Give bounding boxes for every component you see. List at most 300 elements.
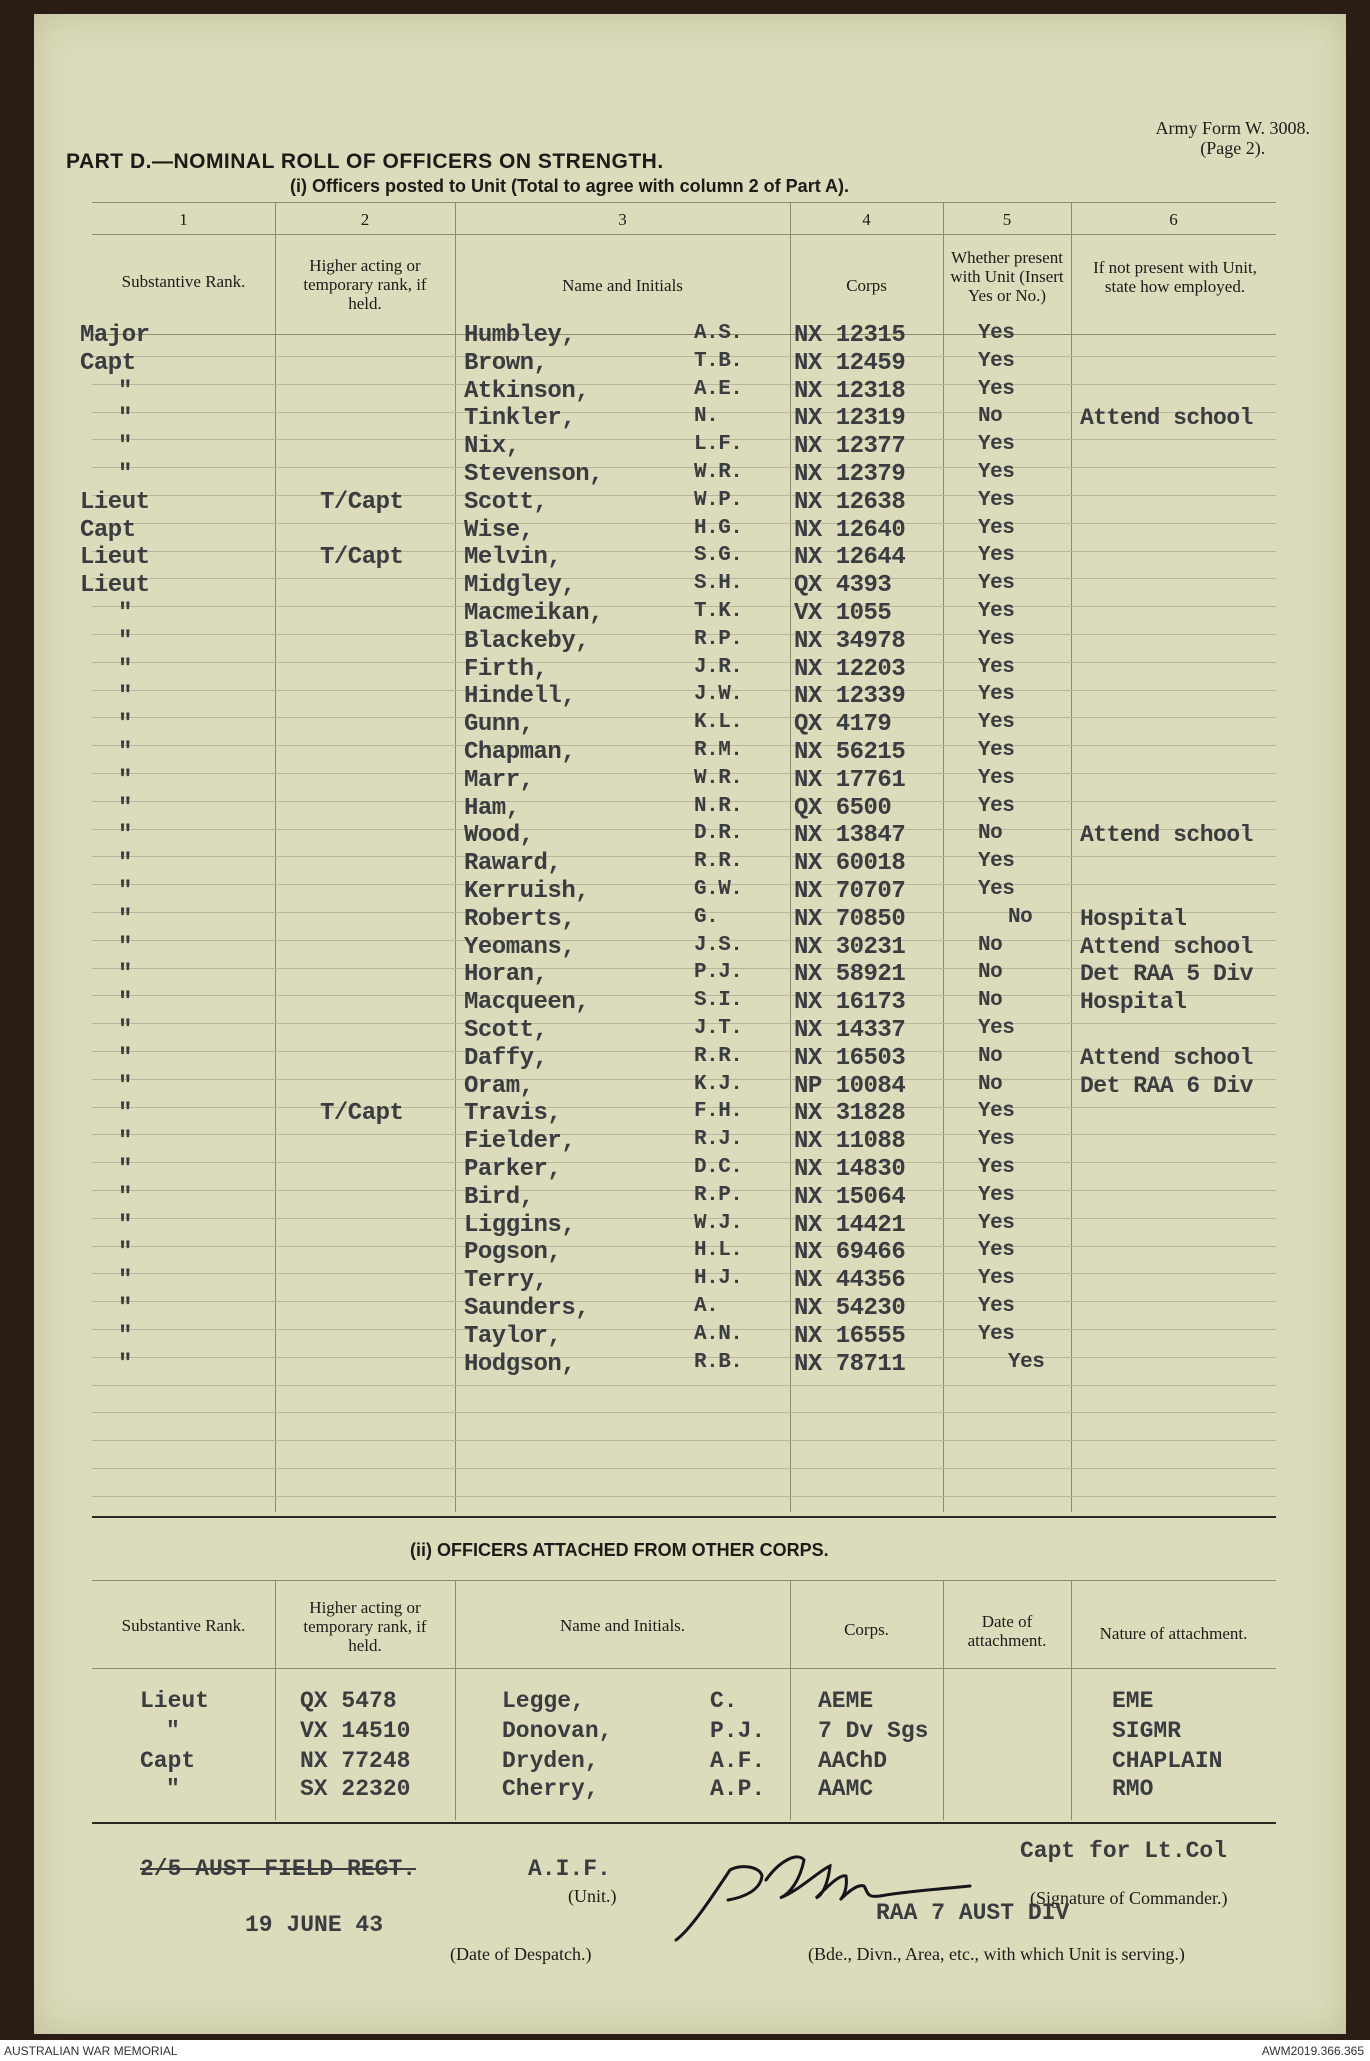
service-number-cell: QX 5478 bbox=[300, 1688, 397, 1714]
rank-cell: " bbox=[118, 1128, 132, 1156]
corps-number-cell: NX 17761 bbox=[794, 766, 906, 794]
rank-cell: " bbox=[118, 905, 132, 933]
initials-cell: F.H. bbox=[694, 1100, 743, 1124]
rank-cell: Lieut bbox=[80, 488, 150, 516]
ruled-line bbox=[92, 745, 1276, 746]
date-label: (Date of Despatch.) bbox=[450, 1944, 592, 1964]
corps-number-cell: NX 11088 bbox=[794, 1128, 906, 1156]
officer-name-cell: Yeomans, bbox=[464, 933, 576, 961]
present-cell: No bbox=[978, 961, 1003, 985]
corps-number-cell: QX 4393 bbox=[794, 572, 892, 600]
corps-number-cell: NX 16555 bbox=[794, 1322, 906, 1350]
present-cell: Yes bbox=[978, 1100, 1015, 1124]
initials-cell: A.P. bbox=[710, 1776, 766, 1802]
form-id-text: Army Form W. 3008. bbox=[1155, 118, 1310, 138]
corps-number-cell: NX 12339 bbox=[794, 683, 906, 711]
officer-name-cell: Ham, bbox=[464, 794, 520, 822]
initials-cell: R.P. bbox=[694, 1183, 743, 1207]
corps-number-cell: NX 14337 bbox=[794, 1017, 906, 1044]
rank-cell: " bbox=[118, 1183, 132, 1211]
initials-cell: S.G. bbox=[694, 544, 743, 568]
attachment-nature-cell: RMO bbox=[1112, 1776, 1154, 1802]
corps-number-cell: NX 14421 bbox=[794, 1211, 906, 1239]
officer-name-cell: Hodgson, bbox=[464, 1350, 576, 1378]
column-number-1: 1 bbox=[179, 210, 188, 229]
archive-name: AUSTRALIAN WAR MEMORIAL bbox=[4, 2044, 178, 2058]
rank-cell: Major bbox=[80, 322, 150, 349]
rank-cell: " bbox=[118, 933, 132, 961]
corps-number-cell: NX 12315 bbox=[794, 322, 906, 349]
s2-header-nature: Nature of attachment. bbox=[1099, 1624, 1248, 1643]
officer-name-cell: Melvin, bbox=[464, 544, 562, 572]
rank-cell: " bbox=[166, 1718, 180, 1744]
officer-name-cell: Travis, bbox=[464, 1100, 562, 1128]
officer-name-cell: Tinkler, bbox=[464, 405, 576, 433]
present-cell: Yes bbox=[978, 488, 1015, 512]
initials-cell: N.R. bbox=[694, 794, 743, 818]
rank-cell: Capt bbox=[80, 516, 136, 544]
officer-name-cell: Wood, bbox=[464, 822, 534, 850]
ruled-line bbox=[92, 1218, 1276, 1219]
initials-cell: W.J. bbox=[694, 1211, 743, 1235]
initials-cell: T.B. bbox=[694, 349, 743, 373]
officer-name-cell: Saunders, bbox=[464, 1295, 590, 1322]
corps-number-cell: NX 54230 bbox=[794, 1295, 906, 1322]
corps-number-cell: NX 12377 bbox=[794, 433, 906, 461]
corps-cell: AAChD bbox=[818, 1748, 888, 1774]
s2-header-higher-rank: Higher acting or temporary rank, if held. bbox=[303, 1598, 427, 1655]
officer-name-cell: Pogson, bbox=[464, 1239, 562, 1267]
ruled-line bbox=[92, 1385, 1276, 1386]
initials-cell: K.J. bbox=[694, 1072, 743, 1096]
rank-cell: " bbox=[118, 739, 132, 766]
corps-number-cell: NX 70707 bbox=[794, 878, 906, 905]
corps-number-cell: NX 16503 bbox=[794, 1044, 906, 1072]
present-cell: Yes bbox=[978, 683, 1015, 707]
header-name-initials: Name and Initials bbox=[562, 276, 683, 295]
present-cell: Yes bbox=[978, 1211, 1015, 1235]
ruled-line bbox=[92, 1246, 1276, 1247]
present-cell: No bbox=[978, 405, 1003, 429]
ruled-line bbox=[92, 1023, 1276, 1024]
initials-cell: G. bbox=[694, 905, 719, 929]
present-cell: Yes bbox=[1008, 1350, 1045, 1374]
initials-cell: A. bbox=[694, 1295, 719, 1318]
rank-cell: " bbox=[118, 1322, 132, 1350]
s2-col-divider-5 bbox=[1071, 1580, 1072, 1820]
present-cell: No bbox=[978, 933, 1003, 957]
corps-number-cell: NX 16173 bbox=[794, 989, 906, 1017]
corps-number-cell: NX 69466 bbox=[794, 1239, 906, 1267]
officer-name-cell: Brown, bbox=[464, 349, 548, 377]
officer-name-cell: Cherry, bbox=[502, 1776, 599, 1802]
officer-name-cell: Stevenson, bbox=[464, 461, 604, 488]
initials-cell: P.J. bbox=[710, 1718, 766, 1744]
ruled-line bbox=[92, 551, 1276, 552]
officer-name-cell: Macmeikan, bbox=[464, 600, 604, 627]
officer-name-cell: Humbley, bbox=[464, 322, 576, 349]
higher-rank-cell: T/Capt bbox=[320, 1100, 404, 1128]
present-cell: Yes bbox=[978, 516, 1015, 540]
officer-name-cell: Parker, bbox=[464, 1156, 562, 1183]
initials-cell: A.S. bbox=[694, 322, 743, 345]
service-number-cell: SX 22320 bbox=[300, 1776, 411, 1802]
present-cell: No bbox=[978, 1072, 1003, 1096]
s2-header-date-attachment: Date of attachment. bbox=[967, 1612, 1047, 1650]
present-cell: Yes bbox=[978, 349, 1015, 373]
initials-cell: A.N. bbox=[694, 1322, 743, 1346]
ruled-line bbox=[92, 634, 1276, 635]
corps-number-cell: QX 6500 bbox=[794, 794, 892, 822]
officer-name-cell: Raward, bbox=[464, 850, 562, 878]
present-cell: Yes bbox=[978, 739, 1015, 762]
officer-name-cell: Legge, bbox=[502, 1688, 585, 1714]
initials-cell: R.P. bbox=[694, 627, 743, 651]
initials-cell: H.L. bbox=[694, 1239, 743, 1263]
rank-cell: " bbox=[118, 794, 132, 822]
s2-col-divider-3 bbox=[790, 1580, 791, 1820]
section2-top-rule bbox=[92, 1580, 1276, 1581]
header-substantive-rank: Substantive Rank. bbox=[121, 272, 246, 291]
present-cell: Yes bbox=[978, 377, 1015, 401]
unit-typed: 2/5 AUST FIELD REGT. bbox=[140, 1856, 417, 1882]
ruled-line bbox=[92, 495, 1276, 496]
corps-number-cell: NX 12319 bbox=[794, 405, 906, 433]
ruled-line bbox=[92, 1273, 1276, 1274]
ruled-line bbox=[92, 578, 1276, 579]
rank-cell: " bbox=[118, 711, 132, 739]
corps-number-cell: NX 44356 bbox=[794, 1267, 906, 1295]
rank-cell: " bbox=[118, 766, 132, 794]
s2-header-name-initials: Name and Initials. bbox=[559, 1616, 686, 1635]
ruled-line bbox=[92, 439, 1276, 440]
column-number-3: 3 bbox=[618, 210, 627, 229]
initials-cell: J.R. bbox=[694, 655, 743, 679]
present-cell: Yes bbox=[978, 600, 1015, 623]
rank-cell: " bbox=[118, 377, 132, 405]
officer-name-cell: Fielder, bbox=[464, 1128, 576, 1156]
rank-cell: " bbox=[118, 627, 132, 655]
ruled-line bbox=[92, 467, 1276, 468]
rank-cell: Lieut bbox=[80, 572, 150, 600]
officer-name-cell: Bird, bbox=[464, 1183, 534, 1211]
rank-cell: Lieut bbox=[80, 544, 150, 572]
present-cell: Yes bbox=[978, 711, 1015, 735]
officer-name-cell: Roberts, bbox=[464, 905, 576, 933]
ruled-line bbox=[92, 356, 1276, 357]
header-higher-rank: Higher acting or temporary rank, if held. bbox=[303, 256, 427, 313]
officer-name-cell: Scott, bbox=[464, 1017, 548, 1044]
corps-number-cell: NX 13847 bbox=[794, 822, 906, 850]
rank-cell: " bbox=[118, 1044, 132, 1072]
present-cell: Yes bbox=[978, 878, 1015, 901]
archive-strip bbox=[0, 2040, 1370, 2061]
corps-number-cell: NX 12318 bbox=[794, 377, 906, 405]
ruled-line bbox=[92, 384, 1276, 385]
officer-name-cell: Oram, bbox=[464, 1072, 534, 1100]
formation-typed: RAA 7 AUST DIV bbox=[876, 1900, 1070, 1926]
initials-cell: C. bbox=[710, 1688, 738, 1714]
present-cell: Yes bbox=[978, 1239, 1015, 1263]
corps-number-cell: NP 10084 bbox=[794, 1072, 906, 1100]
initials-cell: A.F. bbox=[710, 1748, 766, 1774]
s2-header-substantive-rank: Substantive Rank. bbox=[121, 1616, 246, 1635]
corps-number-cell: NX 60018 bbox=[794, 850, 906, 878]
ruled-line bbox=[92, 801, 1276, 802]
present-cell: No bbox=[978, 989, 1003, 1013]
officer-name-cell: Chapman, bbox=[464, 739, 576, 766]
form-identifier bbox=[1155, 118, 1310, 158]
rank-cell: " bbox=[118, 989, 132, 1017]
ruled-line bbox=[92, 1357, 1276, 1358]
formation-label: (Bde., Divn., Area, etc., with which Unit is serving.) bbox=[808, 1944, 1185, 1964]
initials-cell: J.T. bbox=[694, 1017, 743, 1040]
rank-cell: " bbox=[118, 822, 132, 850]
corps-cell: 7 Dv Sgs bbox=[818, 1718, 929, 1744]
officer-name-cell: Firth, bbox=[464, 655, 548, 683]
employment-cell: Attend school bbox=[1080, 933, 1253, 960]
corps-number-cell: NX 12379 bbox=[794, 461, 906, 488]
section-divider-rule bbox=[92, 1516, 1276, 1518]
officer-name-cell: Liggins, bbox=[464, 1211, 576, 1239]
corps-number-cell: NX 12203 bbox=[794, 655, 906, 683]
service-number-cell: NX 77248 bbox=[300, 1748, 411, 1774]
corps-number-cell: NX 12640 bbox=[794, 516, 906, 544]
initials-cell: T.K. bbox=[694, 600, 743, 623]
corps-number-cell: NX 12638 bbox=[794, 488, 906, 516]
corps-number-cell: NX 14830 bbox=[794, 1156, 906, 1183]
initials-cell: D.R. bbox=[694, 822, 743, 846]
present-cell: Yes bbox=[978, 572, 1015, 596]
rank-cell: " bbox=[166, 1776, 180, 1802]
present-cell: No bbox=[1008, 905, 1033, 929]
initials-cell: W.R. bbox=[694, 461, 743, 484]
initials-cell: W.P. bbox=[694, 488, 743, 512]
corps-number-cell: VX 1055 bbox=[794, 600, 892, 627]
officer-name-cell: Marr, bbox=[464, 766, 534, 794]
ruled-line bbox=[92, 606, 1276, 607]
attachment-nature-cell: EME bbox=[1112, 1688, 1154, 1714]
corps-number-cell: NX 34978 bbox=[794, 627, 906, 655]
corps-number-cell: QX 4179 bbox=[794, 711, 892, 739]
officer-name-cell: Horan, bbox=[464, 961, 548, 989]
ruled-line bbox=[92, 884, 1276, 885]
employment-cell: Attend school bbox=[1080, 405, 1253, 432]
signature-label: (Signature of Commander.) bbox=[1030, 1888, 1228, 1908]
higher-rank-cell: T/Capt bbox=[320, 544, 404, 572]
present-cell: Yes bbox=[978, 766, 1015, 790]
ruled-line bbox=[92, 856, 1276, 857]
ruled-line bbox=[92, 1468, 1276, 1469]
ruled-line bbox=[92, 1440, 1276, 1441]
header-present: Whether present with Unit (Insert Yes or No.) bbox=[950, 248, 1064, 305]
s2-col-divider-4 bbox=[943, 1580, 944, 1820]
officer-name-cell: Wise, bbox=[464, 516, 534, 544]
rank-cell: " bbox=[118, 433, 132, 461]
ruled-line bbox=[92, 1496, 1276, 1497]
rank-cell: " bbox=[118, 405, 132, 433]
initials-cell: R.M. bbox=[694, 739, 743, 762]
rank-cell: Capt bbox=[140, 1748, 196, 1774]
present-cell: Yes bbox=[978, 544, 1015, 568]
form-page-text: (Page 2). bbox=[1200, 138, 1266, 158]
part-subtitle: (i) Officers posted to Unit (Total to agree with column 2 of Part A). bbox=[290, 176, 850, 196]
initials-cell: A.E. bbox=[694, 377, 743, 401]
rank-cell: " bbox=[118, 1211, 132, 1239]
present-cell: Yes bbox=[978, 1267, 1015, 1291]
ruled-line bbox=[92, 662, 1276, 663]
corps-number-cell: NX 58921 bbox=[794, 961, 906, 989]
attachment-nature-cell: CHAPLAIN bbox=[1112, 1748, 1223, 1774]
initials-cell: R.B. bbox=[694, 1350, 743, 1374]
rank-cell: " bbox=[118, 1295, 132, 1322]
column-number-2: 2 bbox=[360, 210, 370, 229]
s2-col-divider-1 bbox=[275, 1580, 276, 1820]
present-cell: Yes bbox=[978, 627, 1015, 651]
employment-cell: Attend school bbox=[1080, 822, 1253, 849]
rank-cell: " bbox=[118, 1100, 132, 1128]
ruled-line bbox=[92, 1162, 1276, 1163]
officer-name-cell: Macqueen, bbox=[464, 989, 590, 1017]
officer-name-cell: Donovan, bbox=[502, 1718, 613, 1744]
present-cell: Yes bbox=[978, 461, 1015, 484]
officer-name-cell: Daffy, bbox=[464, 1044, 548, 1072]
present-cell: Yes bbox=[978, 1295, 1015, 1318]
rank-cell: " bbox=[118, 1350, 132, 1378]
officer-name-cell: Terry, bbox=[464, 1267, 548, 1295]
corps-cell: AAMC bbox=[818, 1776, 874, 1802]
ruled-line bbox=[92, 1190, 1276, 1191]
present-cell: No bbox=[978, 822, 1003, 846]
ruled-line bbox=[92, 1412, 1276, 1413]
employment-cell: Det RAA 6 Div bbox=[1080, 1072, 1253, 1099]
officer-name-cell: Hindell, bbox=[464, 683, 576, 711]
officer-name-cell: Kerruish, bbox=[464, 878, 590, 905]
date-typed: 19 JUNE 43 bbox=[245, 1912, 384, 1938]
officer-name-cell: Nix, bbox=[464, 433, 520, 461]
initials-cell: S.I. bbox=[694, 989, 743, 1013]
initials-cell: P.J. bbox=[694, 961, 743, 985]
column-number-6: 6 bbox=[1169, 210, 1178, 229]
present-cell: Yes bbox=[978, 850, 1015, 874]
present-cell: Yes bbox=[978, 655, 1015, 679]
initials-cell: H.G. bbox=[694, 516, 743, 540]
ruled-line bbox=[92, 1134, 1276, 1135]
employment-cell: Hospital bbox=[1080, 905, 1187, 932]
corps-number-cell: NX 31828 bbox=[794, 1100, 906, 1128]
header-corps: Corps bbox=[846, 276, 887, 295]
table-top-rule bbox=[92, 202, 1276, 203]
present-cell: Yes bbox=[978, 433, 1015, 457]
rank-cell: " bbox=[118, 1239, 132, 1267]
ruled-line bbox=[92, 717, 1276, 718]
rank-cell: Lieut bbox=[140, 1688, 210, 1714]
attachment-nature-cell: SIGMR bbox=[1112, 1718, 1182, 1744]
corps-cell: AEME bbox=[818, 1688, 874, 1714]
rank-cell: " bbox=[118, 655, 132, 683]
initials-cell: J.S. bbox=[694, 933, 743, 957]
header-employed: If not present with Unit, state how employed. bbox=[1093, 258, 1257, 296]
rank-cell: " bbox=[118, 1156, 132, 1183]
present-cell: Yes bbox=[978, 322, 1015, 345]
initials-cell: D.C. bbox=[694, 1156, 743, 1179]
column-number-rule bbox=[92, 234, 1276, 235]
initials-cell: N. bbox=[694, 405, 719, 429]
rank-cell: " bbox=[118, 850, 132, 878]
initials-cell: G.W. bbox=[694, 878, 743, 901]
unit-label: (Unit.) bbox=[568, 1886, 617, 1906]
initials-cell: H.J. bbox=[694, 1267, 743, 1291]
s2-header-corps: Corps. bbox=[844, 1620, 889, 1639]
initials-cell: J.W. bbox=[694, 683, 743, 707]
rank-cell: " bbox=[118, 961, 132, 989]
present-cell: Yes bbox=[978, 1017, 1015, 1040]
rank-cell: " bbox=[118, 683, 132, 711]
officer-name-cell: Scott, bbox=[464, 488, 548, 516]
officer-name-cell: Dryden, bbox=[502, 1748, 599, 1774]
rank-cell: " bbox=[118, 600, 132, 627]
initials-cell: K.L. bbox=[694, 711, 743, 735]
ruled-line bbox=[92, 773, 1276, 774]
officer-name-cell: Midgley, bbox=[464, 572, 576, 600]
corps-number-cell: NX 12459 bbox=[794, 349, 906, 377]
initials-cell: R.J. bbox=[694, 1128, 743, 1152]
present-cell: Yes bbox=[978, 1128, 1015, 1152]
ruled-line bbox=[92, 1301, 1276, 1302]
column-number-4: 4 bbox=[862, 210, 871, 229]
employment-cell: Det RAA 5 Div bbox=[1080, 961, 1253, 988]
initials-cell: R.R. bbox=[694, 850, 743, 874]
initials-cell: L.F. bbox=[694, 433, 743, 457]
unit-suffix: A.I.F. bbox=[528, 1856, 611, 1882]
corps-number-cell: NX 56215 bbox=[794, 739, 906, 766]
present-cell: Yes bbox=[978, 1156, 1015, 1179]
corps-number-cell: NX 30231 bbox=[794, 933, 906, 961]
officer-name-cell: Taylor, bbox=[464, 1322, 562, 1350]
archive-id: AWM2019.366.365 bbox=[1261, 2044, 1364, 2058]
officer-name-cell: Gunn, bbox=[464, 711, 534, 739]
corps-number-cell: NX 70850 bbox=[794, 905, 906, 933]
rank-cell: " bbox=[118, 878, 132, 905]
section2-header-rule bbox=[92, 1668, 1276, 1669]
part-title: PART D.—NOMINAL ROLL OF OFFICERS ON STRENGTH. bbox=[66, 150, 664, 173]
header-bottom-rule bbox=[92, 334, 1276, 335]
employment-cell: Hospital bbox=[1080, 989, 1187, 1016]
service-number-cell: VX 14510 bbox=[300, 1718, 411, 1744]
section2-title: (ii) OFFICERS ATTACHED FROM OTHER CORPS. bbox=[410, 1540, 829, 1560]
officer-name-cell: Blackeby, bbox=[464, 627, 590, 655]
rank-cell: Capt bbox=[80, 349, 136, 377]
commander-signature bbox=[670, 1840, 1030, 1950]
officer-name-cell: Atkinson, bbox=[464, 377, 590, 405]
signature-title: Capt for Lt.Col bbox=[1020, 1838, 1228, 1864]
rank-cell: " bbox=[118, 1267, 132, 1295]
present-cell: Yes bbox=[978, 1183, 1015, 1207]
ruled-line bbox=[92, 1107, 1276, 1108]
rank-cell: " bbox=[118, 1017, 132, 1044]
corps-number-cell: NX 12644 bbox=[794, 544, 906, 572]
ruled-line bbox=[92, 690, 1276, 691]
higher-rank-cell: T/Capt bbox=[320, 488, 404, 516]
column-number-5: 5 bbox=[1002, 210, 1012, 229]
rank-cell: " bbox=[118, 461, 132, 488]
present-cell: No bbox=[978, 1044, 1003, 1068]
initials-cell: W.R. bbox=[694, 766, 743, 790]
footer-top-rule bbox=[92, 1822, 1276, 1824]
initials-cell: R.R. bbox=[694, 1044, 743, 1068]
employment-cell: Attend school bbox=[1080, 1044, 1253, 1071]
corps-number-cell: NX 15064 bbox=[794, 1183, 906, 1211]
